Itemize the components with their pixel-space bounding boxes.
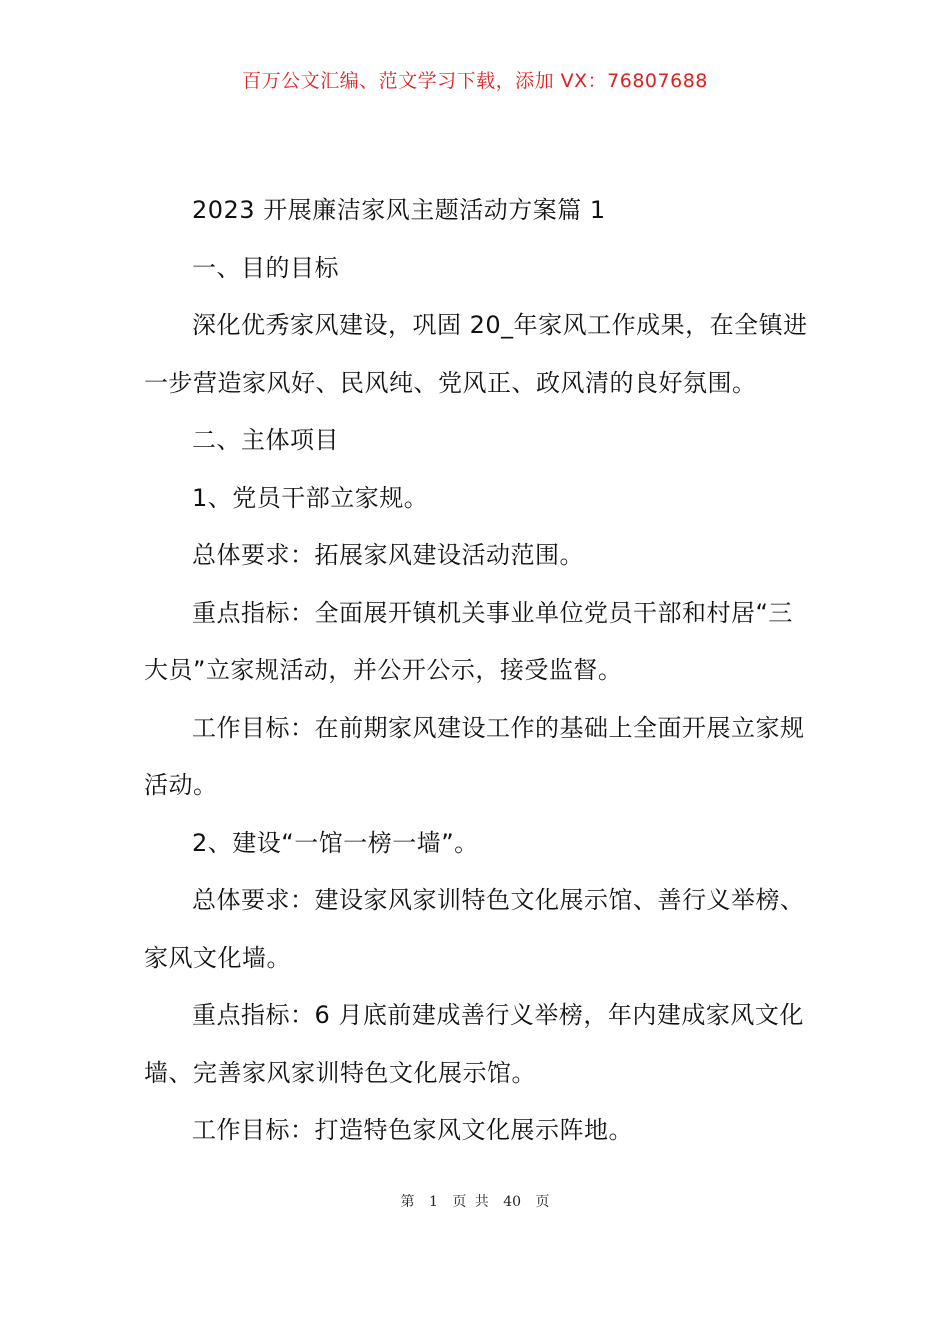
header-banner: 百万公文汇编、范文学习下载，添加 VX：76807688 — [242, 70, 708, 92]
paragraph: 工作目标：在前期家风建设工作的基础上全面开展立家规活动。 — [144, 713, 805, 799]
paragraph: 工作目标：打造特色家风文化展示阵地。 — [192, 1116, 633, 1144]
item-heading-2: 2、建设“一馆一榜一墙”。 — [192, 828, 479, 857]
paragraph: 重点指标：全面展开镇机关事业单位党员干部和村居“三大员”立家规活动，并公开公示，接受监督。 — [144, 598, 793, 684]
page-number: 1 — [428, 1194, 438, 1210]
paragraph: 总体要求：拓展家风建设活动范围。 — [192, 541, 584, 569]
total-pages: 40 — [503, 1194, 522, 1210]
section-heading-2: 二、主体项目 — [192, 426, 339, 454]
paragraph: 总体要求：建设家风家训特色文化展示馆、善行义举榜、家风文化墙。 — [144, 886, 805, 972]
document-title: 2023 开展廉洁家风主题活动方案篇 1 — [192, 196, 606, 224]
item-heading-1: 1、党员干部立家规。 — [192, 483, 429, 512]
document-body — [144, 182, 810, 1160]
footer-suffix: 页 — [535, 1194, 550, 1210]
footer-mid: 页 共 — [452, 1194, 489, 1210]
footer-prefix: 第 — [400, 1194, 415, 1210]
paragraph: 深化优秀家风建设，巩固 20_年家风工作成果，在全镇进一步营造家风好、民风纯、党风正、政风清的良好氛围。 — [144, 311, 808, 397]
section-heading-1: 一、目的目标 — [192, 253, 339, 282]
page-footer — [0, 1191, 950, 1211]
paragraph: 重点指标：6 月底前建成善行义举榜，年内建成家风文化墙、完善家风家训特色文化展示馆。 — [144, 1001, 804, 1087]
